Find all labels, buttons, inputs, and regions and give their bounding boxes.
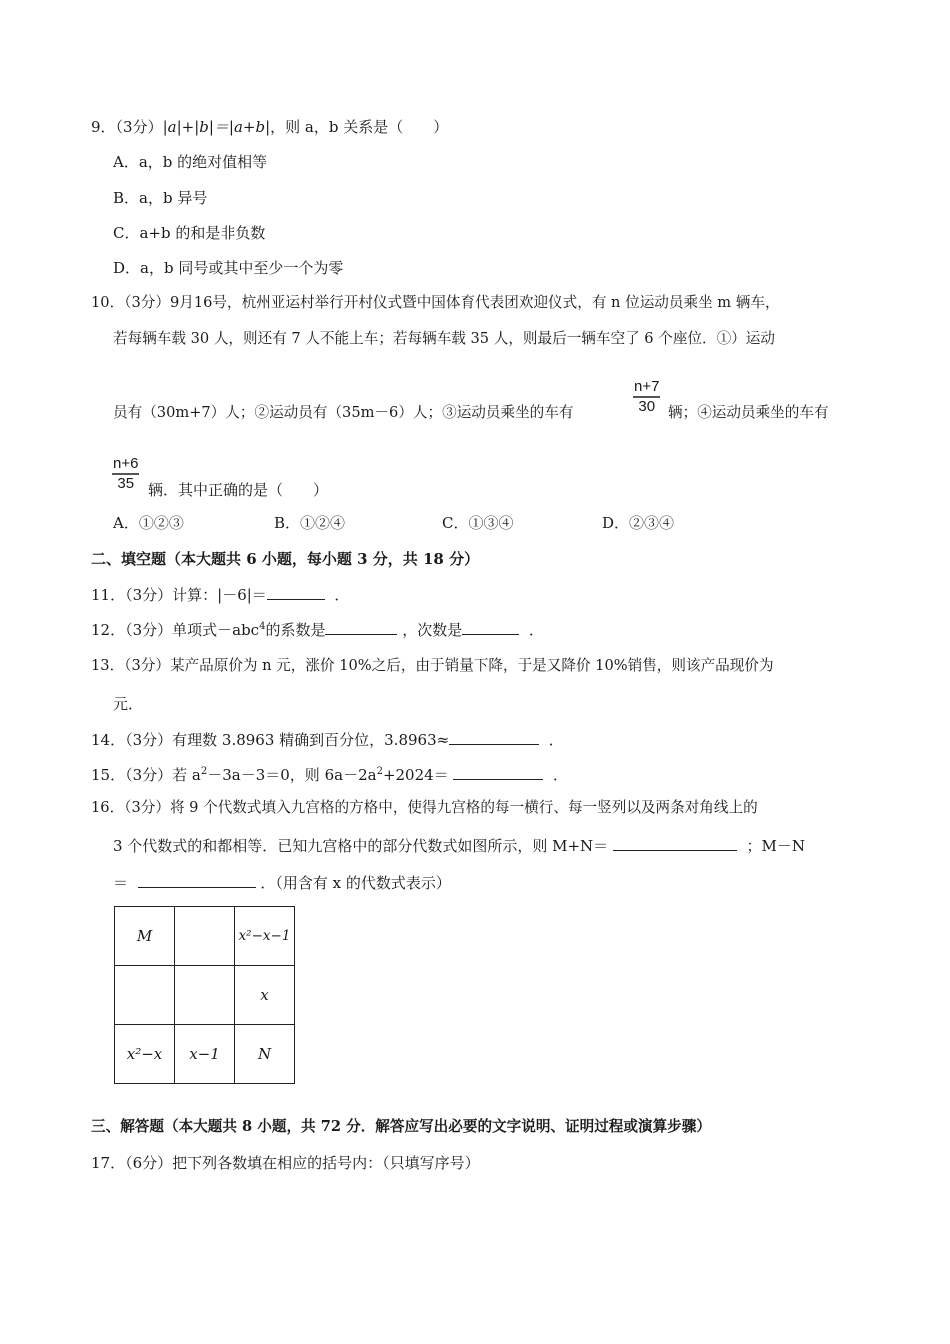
option-text: ②③④ — [629, 514, 675, 532]
q15-number: 15． — [91, 766, 126, 784]
q10-option-d — [602, 513, 674, 533]
option-text: ①③④ — [468, 514, 514, 532]
q11 — [91, 585, 349, 605]
q15-end: ． — [553, 766, 569, 784]
q12 — [91, 620, 544, 640]
grid-cell: x²−x−1 — [235, 907, 295, 966]
q12-text: 的系数是 — [265, 621, 326, 639]
option-label: C． — [113, 224, 140, 242]
q14-text: （3分）有理数 3.8963 精确到百分位，3.8963≈ — [125, 731, 450, 749]
q10-fraction-1 — [633, 378, 660, 416]
section3-title: 三、解答题（本大题共 8 小题，共 72 分．解答应写出必要的文字说明、证明过程或演算步骤） — [91, 1118, 711, 1135]
q14-number: 14． — [91, 731, 126, 749]
q17-text: （6分）把下列各数填在相应的括号内：（只填写序号） — [125, 1154, 480, 1172]
grid-row — [115, 1025, 295, 1084]
q15-text: －3a－3＝0，则 6a－2a — [207, 766, 377, 784]
option-text: a，b 异号 — [139, 189, 208, 207]
q10-line2 — [113, 329, 775, 349]
q11-number: 11． — [91, 586, 126, 604]
q12-number: 12． — [91, 621, 126, 639]
q9-number: 9． — [91, 118, 116, 136]
q13-text: （3分）某产品原价为 n 元，涨价 10%之后，由于销量下降，于是又降价 10%销售，则该产品现价为 — [124, 657, 774, 674]
q15 — [91, 765, 568, 785]
q15-exponent: 2 — [200, 766, 208, 777]
q12-text: ，次数是 — [402, 621, 463, 639]
option-label: A． — [113, 153, 139, 171]
q16-difference-blank[interactable] — [138, 873, 256, 888]
q10-text: 辆；④运动员乘坐的车有 — [668, 404, 829, 421]
q9-score: （3分） — [115, 118, 163, 136]
option-text: ①②④ — [300, 514, 346, 532]
option-label: D． — [602, 514, 630, 532]
grid-row — [115, 907, 295, 966]
grid-cell: x — [235, 966, 295, 1025]
fraction-denominator: 30 — [638, 398, 656, 415]
q9-stem — [91, 117, 448, 137]
q10-option-a — [113, 513, 184, 533]
q12-coefficient-blank[interactable] — [325, 620, 397, 635]
q9-option-b — [113, 188, 207, 208]
grid-cell: x²−x — [115, 1025, 175, 1084]
q16-line1 — [91, 798, 758, 818]
q12-text: （3分）单项式－abc — [125, 621, 260, 639]
q16-text: （3分）将 9 个代数式填入九宫格的方格中，使得九宫格的每一横行、每一竖列以及两条对角线上的 — [124, 799, 758, 816]
magic-square-grid — [114, 906, 295, 1084]
option-label: B． — [274, 514, 301, 532]
fraction-numerator: n+6 — [112, 455, 139, 475]
q10-line3-tail — [668, 403, 829, 423]
option-text: a+b 的和是非负数 — [139, 224, 266, 242]
q16-line3 — [113, 873, 451, 893]
q17-number: 17． — [91, 1154, 126, 1172]
q12-exponent: 4 — [259, 621, 266, 632]
q16-text: ；M－N — [746, 837, 805, 855]
grid-cell: M — [115, 907, 175, 966]
grid-cell — [115, 966, 175, 1025]
fraction-numerator: n+7 — [633, 378, 660, 398]
grid-cell: x−1 — [175, 1025, 235, 1084]
q16-text: ＝ — [113, 874, 129, 892]
q15-text: +2024＝ — [382, 766, 449, 784]
q15-exponent: 2 — [376, 766, 383, 777]
section2-title: 二、填空题（本大题共 6 小题，每小题 3 分，共 18 分） — [91, 550, 480, 568]
q10-line3 — [113, 403, 573, 423]
grid-cell — [175, 907, 235, 966]
q9-option-a — [113, 152, 267, 172]
q11-text: （3分）计算：|－6|＝ — [125, 586, 267, 604]
grid-cell — [175, 966, 235, 1025]
option-label: D． — [113, 259, 141, 277]
option-text: a，b 同号或其中至少一个为零 — [140, 259, 344, 277]
q9-math: |a|+|b|＝|a+b| — [162, 118, 271, 136]
option-text: ①②③ — [138, 514, 184, 532]
option-text: a，b 的绝对值相等 — [138, 153, 268, 171]
q9-stem-tail: ，则 a，b 关系是（ ） — [270, 118, 449, 136]
q9-option-c — [113, 223, 265, 243]
q16-number: 16． — [91, 799, 125, 816]
q13-line1 — [91, 656, 774, 676]
fraction-denominator: 35 — [117, 475, 135, 492]
option-label: C． — [442, 514, 469, 532]
q16-sum-blank[interactable] — [613, 836, 737, 851]
q10-line4 — [148, 480, 328, 500]
q16-line2 — [113, 836, 805, 856]
q14-answer-blank[interactable] — [449, 730, 539, 745]
q11-answer-blank[interactable] — [267, 585, 325, 600]
q12-end: ． — [528, 621, 544, 639]
option-label: B． — [113, 189, 140, 207]
q14-end: ． — [548, 731, 564, 749]
q16-text: 3 个代数式的和都相等．已知九宫格中的部分代数式如图所示，则 M+N＝ — [113, 837, 609, 855]
q15-text: （3分）若 a — [125, 766, 201, 784]
q10-number: 10． — [91, 294, 125, 311]
q10-option-c — [442, 513, 514, 533]
q10-text: 员有（30m+7）人；②运动员有（35m－6）人；③运动员乘坐的车有 — [113, 404, 574, 421]
q10-option-b — [274, 513, 345, 533]
grid-cell: N — [235, 1025, 295, 1084]
q15-answer-blank[interactable] — [453, 765, 543, 780]
q10-text: 辆．其中正确的是（ ） — [148, 481, 329, 499]
grid-row — [115, 966, 295, 1025]
q14 — [91, 730, 564, 750]
q17 — [91, 1153, 480, 1173]
q10-text: 若每辆车载 30 人，则还有 7 人不能上车；若每辆车载 35 人，则最后一辆车空了 6 个座位．①）运动 — [113, 330, 775, 347]
q10-fraction-2 — [112, 455, 139, 493]
q12-degree-blank[interactable] — [462, 620, 519, 635]
q16-text: ．（用含有 x 的代数式表示） — [260, 874, 451, 892]
q10-line1 — [91, 293, 780, 313]
q13-line2 — [113, 694, 143, 714]
q13-number: 13． — [91, 657, 125, 674]
q11-end: ． — [334, 586, 350, 604]
q9-option-d — [113, 258, 343, 278]
q10-text: （3分）9月16号，杭州亚运村举行开村仪式暨中国体育代表团欢迎仪式，有 n 位运动员乘坐 m 辆车， — [124, 294, 780, 311]
q13-text: 元． — [113, 695, 144, 713]
option-label: A． — [113, 514, 139, 532]
